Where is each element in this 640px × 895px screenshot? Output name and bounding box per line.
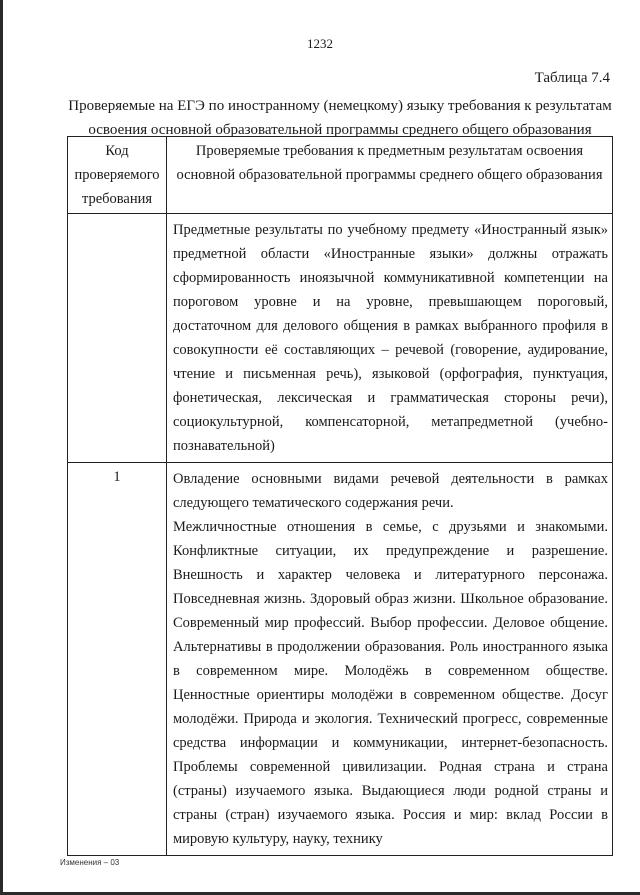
requirements-table	[67, 136, 613, 856]
requirement-paragraph: Межличностные отношения в семье, с друзьями и знакомыми. Конфликтные ситуации, их предупреждение и разрешение. Внешность и характер человека и литературного персонажа. Повседневная жизнь. Здоровый образ жизни. Школьное образование. Современный мир профессий. Выбор профессии. Деловое общение. Альтернативы в продолжении образования. Роль иностранного языка в современном мире. Молодёжь в современном обществе. Ценностные ориентиры молодёжи в современном обществе. Досуг молодёжи. Природа и экология. Технический прогресс, современные средства информации и коммуникации, интернет-безопасность. Проблемы современной цивилизации. Родная страна и страна (страны) изучаемого языка. Выдающиеся люди родной страны и страны (стран) изучаемого языка. Россия и мир: вклад России в мировую культуру, науку, технику	[173, 519, 608, 847]
table-row	[68, 463, 613, 856]
revision-footer: Изменения – 03	[60, 858, 120, 867]
requirement-paragraph: Овладение основными видами речевой деятельности в рамках следующего тематического содержания речи.	[173, 471, 608, 511]
page-number: 1232	[307, 36, 333, 51]
requirement-paragraph: Предметные результаты по учебному предмету «Иностранный язык» предметной области «Иностранные языки» должны отражать сформированность иноязычной коммуникативной компетенции на пороговом уровне и на уровне, превышающем пороговый, достаточном для делового общения в рамках выбранного профиля в совокупности её составляющих – речевой (говорение, аудирование, чтение и письменная речь), языковой (орфография, пунктуация, фонетическая, лексическая и грамматическая стороны речи), социокультурной, компенсаторной, метапредметной (учебно-познавательной)	[173, 222, 608, 454]
table-header-row	[68, 137, 613, 214]
row-requirement-cell	[167, 463, 613, 856]
row-code-cell: 1	[68, 463, 167, 856]
row-requirement-cell	[167, 214, 613, 463]
document-title: Проверяемые на ЕГЭ по иностранному (немецкому) языку требования к результатам освоения основной образовательной программы среднего общего образования	[68, 98, 612, 138]
header-requirements-cell: Проверяемые требования к предметным результатам освоения основной образовательной программы среднего общего образования	[167, 137, 613, 214]
table-row	[68, 214, 613, 463]
row-code-cell	[68, 214, 167, 463]
header-code-cell: Код проверяемого требования	[68, 137, 167, 214]
table-caption: Таблица 7.4	[534, 70, 610, 86]
scan-edge-left	[0, 0, 3, 895]
